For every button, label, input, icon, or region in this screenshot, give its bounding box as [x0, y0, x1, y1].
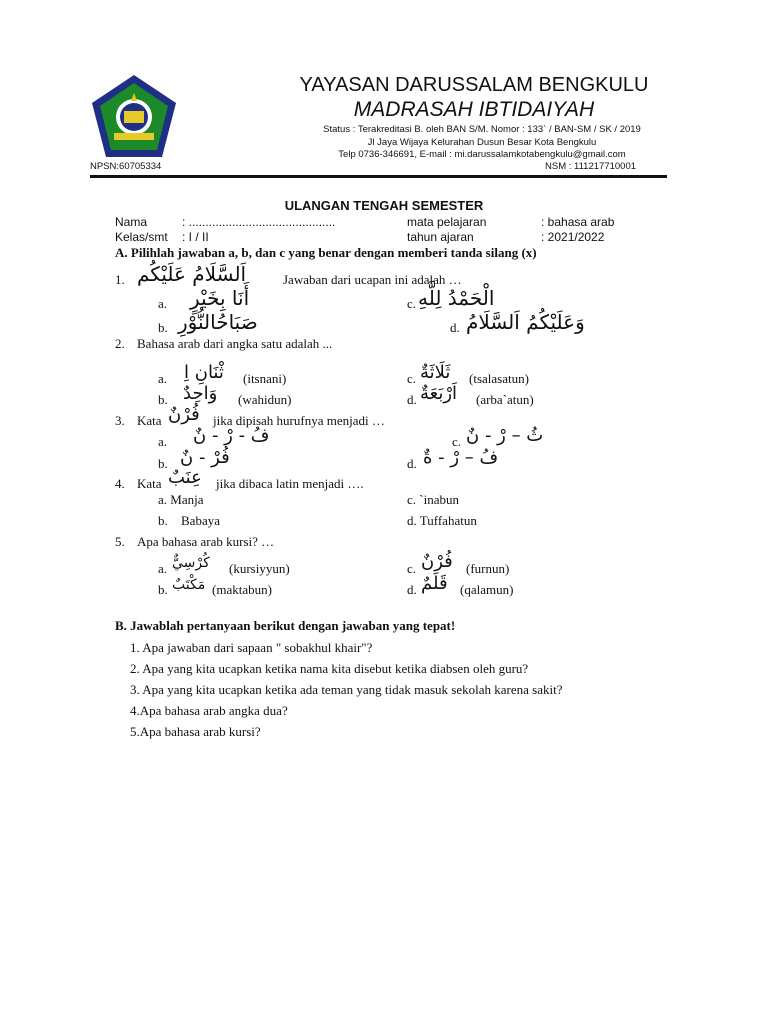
q4-option-b: Babaya [181, 513, 220, 528]
essay-question: 1. Apa jawaban dari sapaan " sobakhul khair"? [130, 640, 373, 655]
header-divider [90, 175, 667, 178]
q2-number: 2. [115, 336, 125, 351]
q3-option-b: فُرْ - نٌ [180, 447, 230, 468]
q3-text-after: jika dipisah hurufnya menjadi … [213, 413, 385, 428]
nama-field: : ............................................ [182, 215, 336, 229]
q1-option-c: الْحَمْدُ لِلَّهِ [418, 286, 495, 310]
q5-number: 5. [115, 534, 125, 549]
q5-option-a-latin: (kursiyyun) [229, 561, 290, 576]
q5-option-c-latin: (furnun) [466, 561, 510, 576]
q1-option-a-letter: a. [158, 296, 168, 311]
q3-number: 3. [115, 413, 125, 428]
q3-option-d-letter: d. [407, 456, 417, 471]
q2-text: Bahasa arab dari angka satu adalah ... [137, 336, 333, 351]
q3-text-before: Kata [137, 413, 162, 428]
mapel-label: mata pelajaran [407, 215, 487, 229]
q2-option-c-arabic: ثَلَاثَةٌ [420, 362, 451, 383]
q2-option-a-letter: a. [158, 371, 168, 386]
q2-option-d-arabic: اَرْبَعَةٌ [420, 383, 458, 404]
q2-option-d-letter: d. [407, 392, 417, 407]
accreditation-status: Status : Terakreditasi B. oleh BAN S/M. Nomor : 133` / BAN-SM / SK / 2019 [323, 124, 641, 135]
kelas-value: : I / II [182, 230, 209, 244]
q2-option-a-latin: (itsnani) [243, 371, 287, 386]
nsm: NSM : 111217710001 [545, 161, 637, 172]
q1-option-b-letter: b. [158, 320, 168, 335]
q4-number: 4. [115, 476, 125, 491]
q1-option-d-letter: d. [450, 320, 460, 335]
q3-option-a: فُ - رْ - نٌ [193, 425, 270, 446]
q1-option-a: أَنَا بِخَيْرٍ [190, 286, 250, 310]
q5-option-b-arabic: مَكْتَبٌ [172, 577, 206, 593]
school-name: MADRASAH IBTIDAIYAH [353, 98, 595, 121]
q5-option-d-letter: d. [407, 582, 417, 597]
q2-option-b-letter: b. [158, 392, 168, 407]
q5-text: Apa bahasa arab kursi? … [137, 534, 275, 549]
q4-option-a: a. Manja [158, 492, 204, 507]
section-a-heading: A. Pilihlah jawaban a, b, dan c yang benar dengan memberi tanda silang (x) [115, 245, 537, 260]
q1-option-b: صَبَاحُالنُّوْرِ [178, 310, 258, 334]
q2-option-c-letter: c. [407, 371, 417, 386]
exam-title: ULANGAN TENGAH SEMESTER [284, 198, 484, 213]
foundation-name: YAYASAN DARUSSALAM BENGKULU [299, 74, 649, 96]
q3-option-b-letter: b. [158, 456, 168, 471]
q3-option-c: ثُ – رْ - نٌ [466, 425, 544, 446]
school-contact: Telp 0736-346691, E-mail : mi.darussalamkotabengkulu@gmail.com [338, 149, 626, 160]
essay-question: 2. Apa yang kita ucapkan ketika nama kita disebut ketika diabsen oleh guru? [130, 661, 529, 676]
q5-option-d-arabic: قَلَمٌ [421, 573, 448, 594]
q1-option-d: وَعَلَيْكُمُ اَلسَّلَامُ [466, 310, 585, 334]
q5-option-c-arabic: فُرْنٌ [421, 551, 453, 572]
q5-option-c-letter: c. [407, 561, 417, 576]
q4-option-d: d. Tuffahatun [407, 513, 477, 528]
school-address: Jl Jaya Wijaya Kelurahan Dusun Besar Kota Bengkulu [367, 137, 597, 148]
q4-word: عِنَبٌ [168, 467, 202, 488]
q1-text: Jawaban dari ucapan ini adalah … [283, 272, 462, 287]
npsn: NPSN:60705334 [90, 161, 162, 172]
mapel-value: : bahasa arab [541, 215, 615, 229]
essay-question: 5.Apa bahasa arab kursi? [130, 724, 261, 739]
q3-word: فُرْنٌ [168, 404, 200, 425]
q2-option-b-arabic: وَاحِدٌ [183, 383, 218, 404]
essay-question: 3. Apa yang kita ucapkan ketika ada teman yang tidak masuk sekolah karena sakit? [130, 682, 563, 697]
essay-question: 4.Apa bahasa arab angka dua? [130, 703, 288, 718]
q1-arabic: اَلسَّلَامُ عَلَيْكُم [137, 262, 247, 286]
tahun-value: : 2021/2022 [541, 230, 605, 244]
q4-text-before: Kata [137, 476, 162, 491]
q5-option-b-latin: (maktabun) [212, 582, 272, 597]
kelas-label: Kelas/smt [115, 230, 168, 244]
q5-option-a-letter: a. [158, 561, 168, 576]
section-b-heading: B. Jawablah pertanyaan berikut dengan jawaban yang tepat! [115, 618, 456, 633]
nama-label: Nama [115, 215, 148, 229]
q4-option-b-letter: b. [158, 513, 168, 528]
q4-option-c: c. `inabun [407, 492, 459, 507]
q5-option-a-arabic: كُرْسِيٌّ [172, 555, 210, 571]
q3-option-c-letter: c. [452, 434, 462, 449]
q1-option-c-letter: c. [407, 296, 417, 311]
q2-option-a-arabic: ثْنَانِ اِ [184, 362, 224, 383]
q4-text-after: jika dibaca latin menjadi …. [216, 476, 364, 491]
q2-option-b-latin: (wahidun) [238, 392, 292, 407]
q2-option-c-latin: (tsalasatun) [469, 371, 529, 386]
tahun-label: tahun ajaran [407, 230, 474, 244]
q2-option-d-latin: (arba`atun) [476, 392, 534, 407]
q3-option-d: فُ – رْ - ةٌ [423, 447, 499, 468]
q1-number: 1. [115, 272, 125, 287]
q5-option-b-letter: b. [158, 582, 168, 597]
q5-option-d-latin: (qalamun) [460, 582, 514, 597]
q3-option-a-letter: a. [158, 434, 168, 449]
